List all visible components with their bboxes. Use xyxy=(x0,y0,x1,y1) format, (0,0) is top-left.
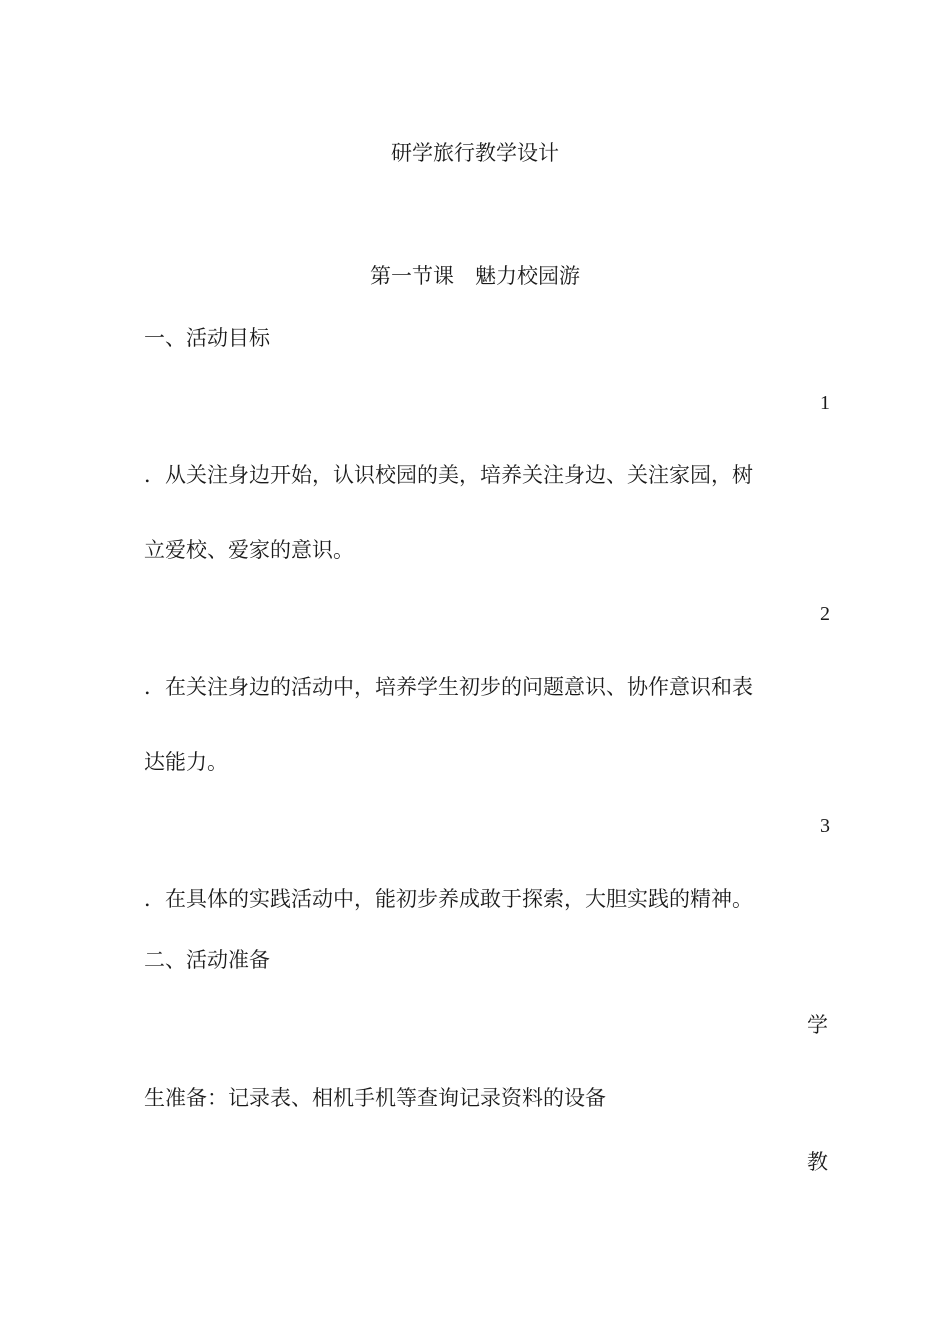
prep-1-lead-char: 学 xyxy=(807,1013,828,1037)
section-heading-goals: 一、活动目标 xyxy=(144,326,270,350)
lesson-title: 第一节课 魅力校园游 xyxy=(370,264,580,288)
goal-1-line-2: 立爱校、爱家的意识。 xyxy=(144,538,354,562)
goal-1-line-1: ．从关注身边开始，认识校园的美，培养关注身边、关注家园，树 xyxy=(144,463,753,487)
document-title: 研学旅行教学设计 xyxy=(391,141,559,165)
goal-2-number: 2 xyxy=(820,603,830,625)
goal-3-number: 3 xyxy=(820,815,830,837)
goal-2-line-1: ．在关注身边的活动中，培养学生初步的问题意识、协作意识和表 xyxy=(144,675,753,699)
goal-2-line-2: 达能力。 xyxy=(144,750,228,774)
prep-2-lead-char: 教 xyxy=(807,1150,828,1174)
section-heading-preparation: 二、活动准备 xyxy=(144,948,270,972)
prep-1-line: 生准备：记录表、相机手机等查询记录资料的设备 xyxy=(144,1086,606,1110)
goal-1-number: 1 xyxy=(820,392,830,414)
goal-3-line-1: ．在具体的实践活动中，能初步养成敢于探索，大胆实践的精神。 xyxy=(144,887,753,911)
